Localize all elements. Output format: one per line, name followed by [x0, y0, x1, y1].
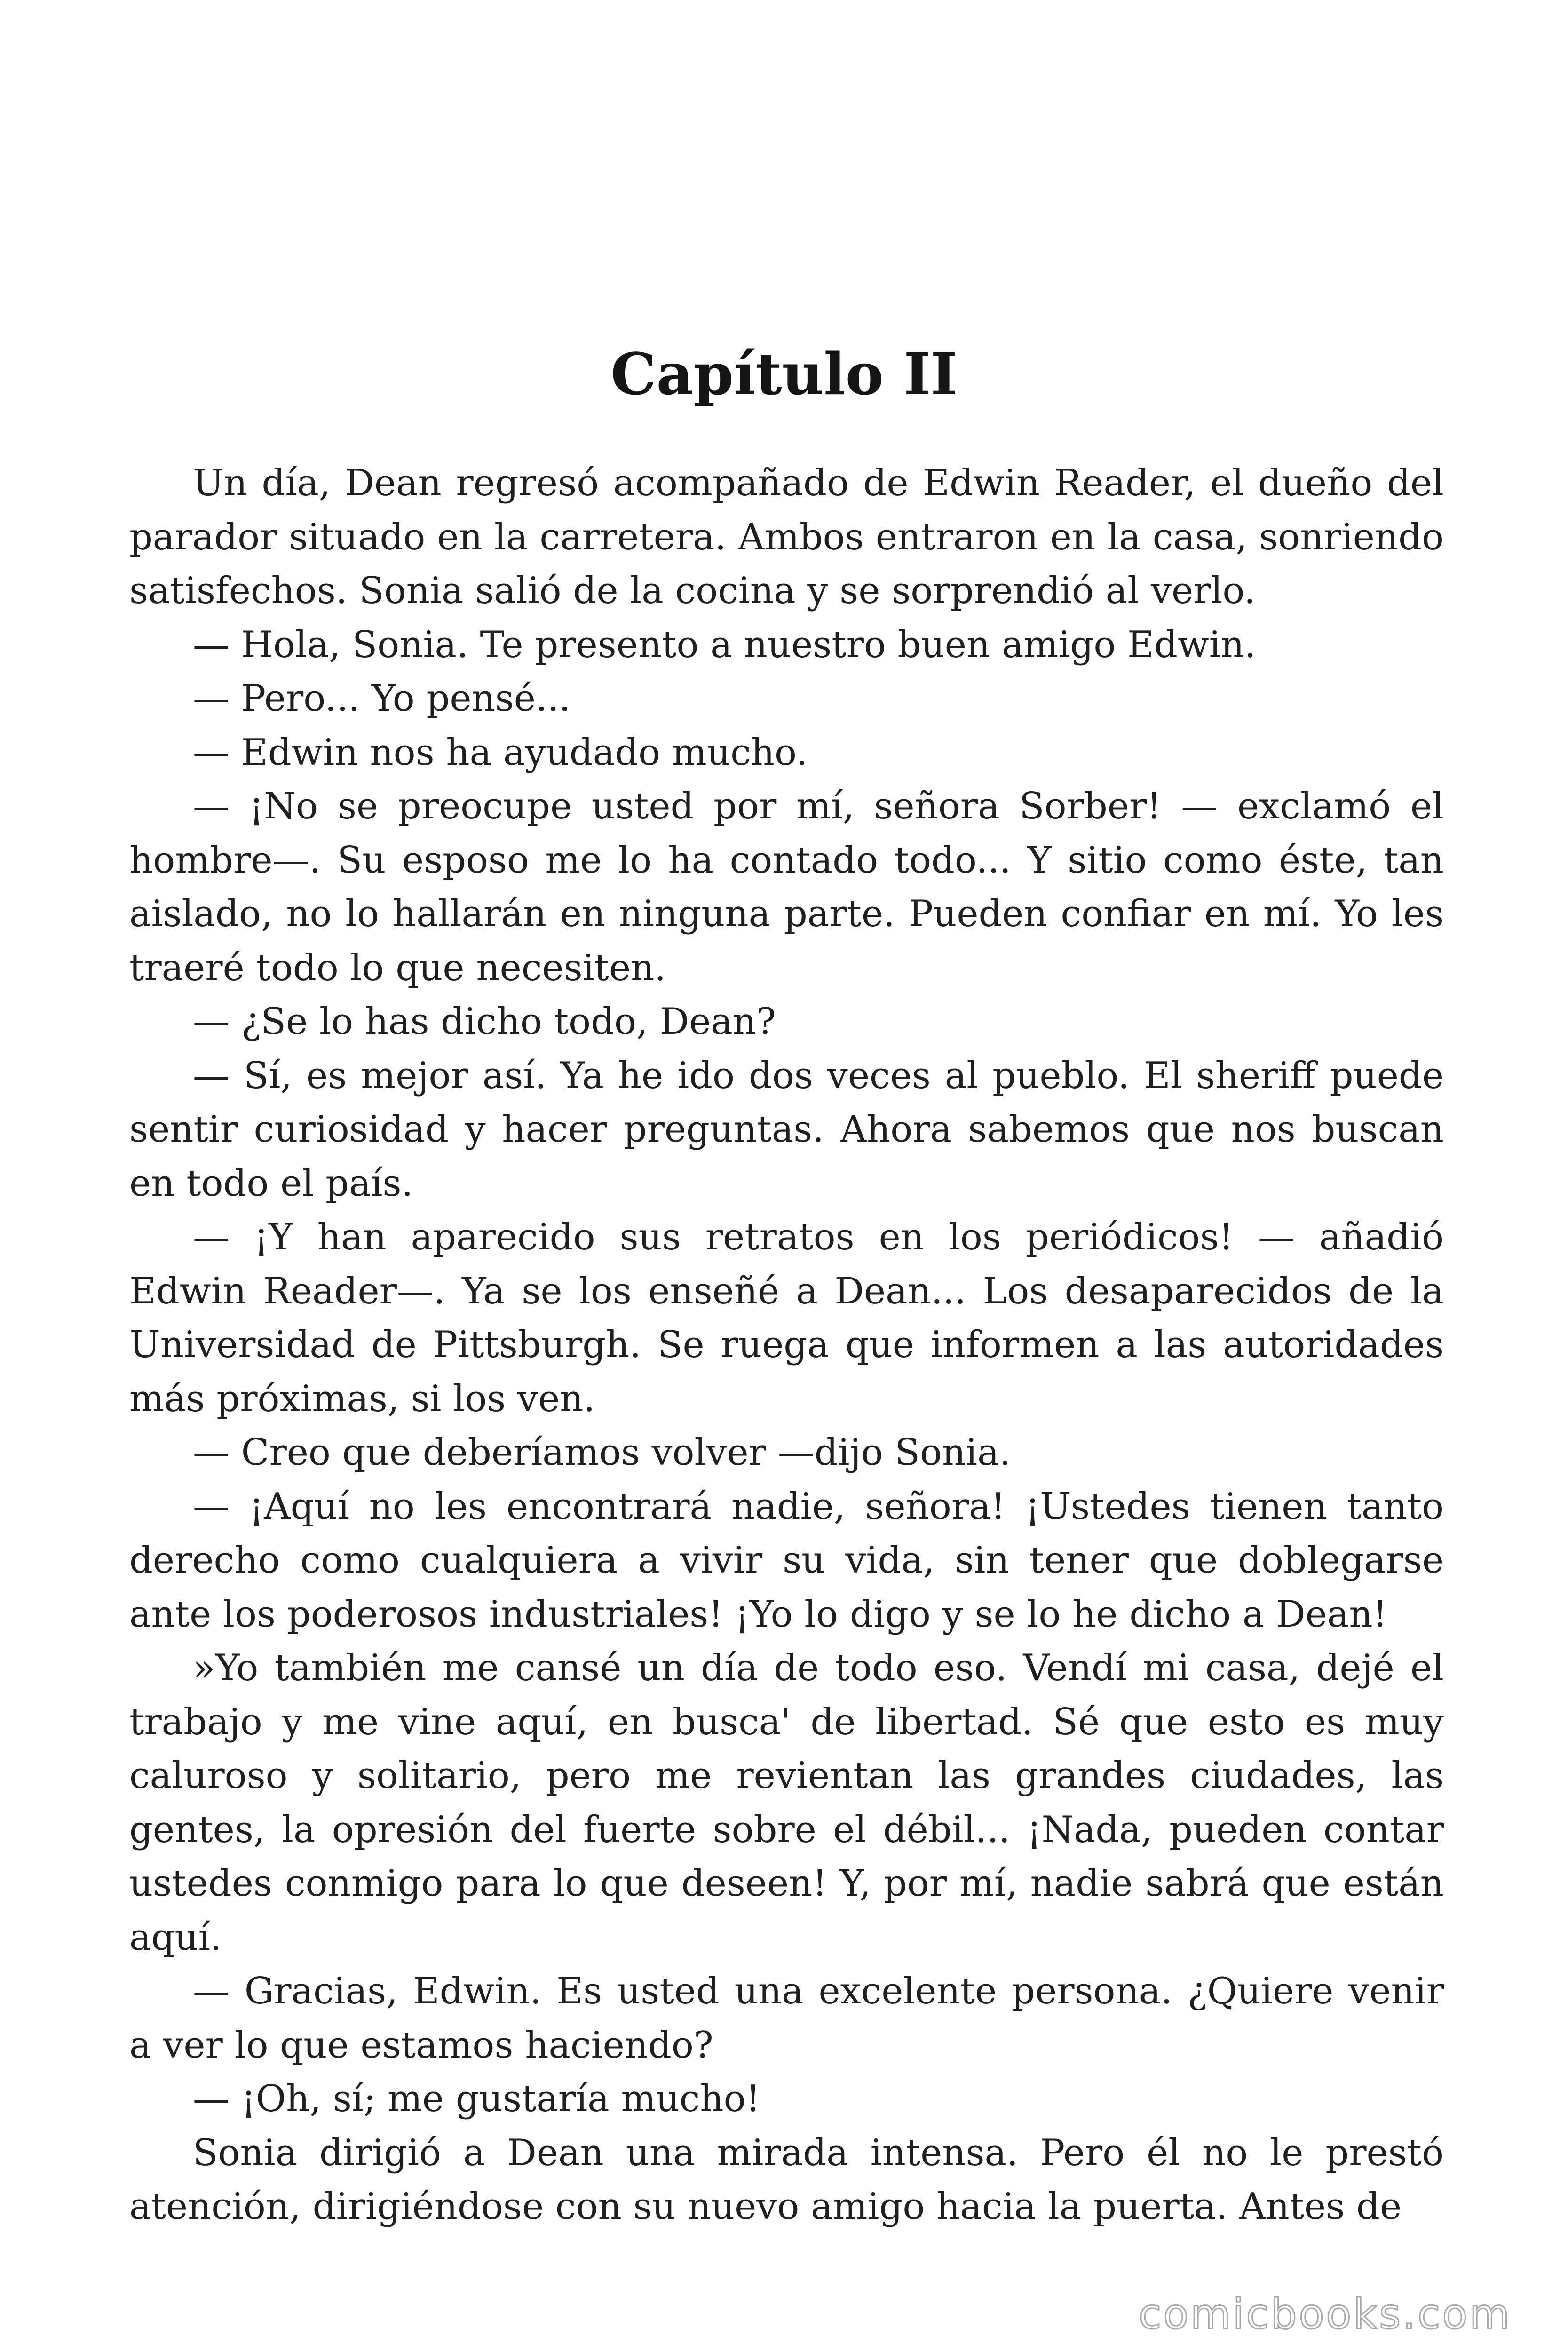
paragraph: — Creo que deberíamos volver —dijo Sonia.: [193, 1431, 1011, 1474]
paragraph: Sonia dirigió a Dean una mirada intensa. Pero él no le prestó atención, dirigiéndose con su nuevo amigo hacia la puerta. Antes de: [129, 2131, 1444, 2228]
body-text: [129, 456, 1444, 2234]
paragraph: »Yo también me cansé un día de todo eso. Vendí mi casa, dejé el trabajo y me vine aquí, en busca' de libertad. Sé que esto es muy caluroso y solitario, pero me revientan las grandes ciudades, las gentes, la opresión del fuerte sobre el débil... ¡Nada, pueden contar ustedes conmigo para lo que deseen! Y, por mí, nadie sabrá que están aquí.: [129, 1647, 1444, 1959]
paragraph: — Edwin nos ha ayudado mucho.: [193, 731, 808, 774]
paragraph: — ¡Oh, sí; me gustaría mucho!: [193, 2078, 760, 2120]
paragraph: — ¡Y han aparecido sus retratos en los periódicos! — añadió Edwin Reader—. Ya se los enseñé a Dean... Los desaparecidos de la Universidad de Pittsburgh. Se ruega que informen a las autoridades más próximas, si los ven.: [129, 1216, 1444, 1420]
paragraph: Un día, Dean regresó acompañado de Edwin Reader, el dueño del parador situado en la carretera. Ambos entraron en la casa, sonriendo satisfechos. Sonia salió de la cocina y se sorprendió al verlo.: [129, 462, 1444, 612]
paragraph: — Gracias, Edwin. Es usted una excelente persona. ¿Quiere venir a ver lo que estamos haciendo?: [129, 1970, 1444, 2066]
paragraph: — Sí, es mejor así. Ya he ido dos veces al pueblo. El sheriff puede sentir curiosidad y hacer preguntas. Ahora sabemos que nos buscan en todo el país.: [129, 1054, 1444, 1205]
chapter-title: Capítulo II: [610, 340, 958, 408]
paragraph: — ¡No se preocupe usted por mí, señora Sorber! — exclamó el hombre—. Su esposo me lo ha contado todo... Y sitio como éste, tan aislado, no lo hallarán en ninguna parte. Pueden confiar en mí. Yo les traeré todo lo que necesiten.: [129, 785, 1444, 989]
paragraph: — Hola, Sonia. Te presento a nuestro buen amigo Edwin.: [193, 623, 1256, 666]
paragraph: — ¡Aquí no les encontrará nadie, señora! ¡Ustedes tienen tanto derecho como cualquiera a vivir su vida, sin tener que doblegarse ante los poderosos industriales! ¡Yo lo digo y se lo he dicho a Dean!: [129, 1485, 1444, 1636]
paragraph: — ¿Se lo has dicho todo, Dean?: [193, 1001, 776, 1043]
paragraph: — Pero... Yo pensé...: [193, 677, 571, 720]
watermark: comicbooks.com: [1138, 2290, 1512, 2338]
